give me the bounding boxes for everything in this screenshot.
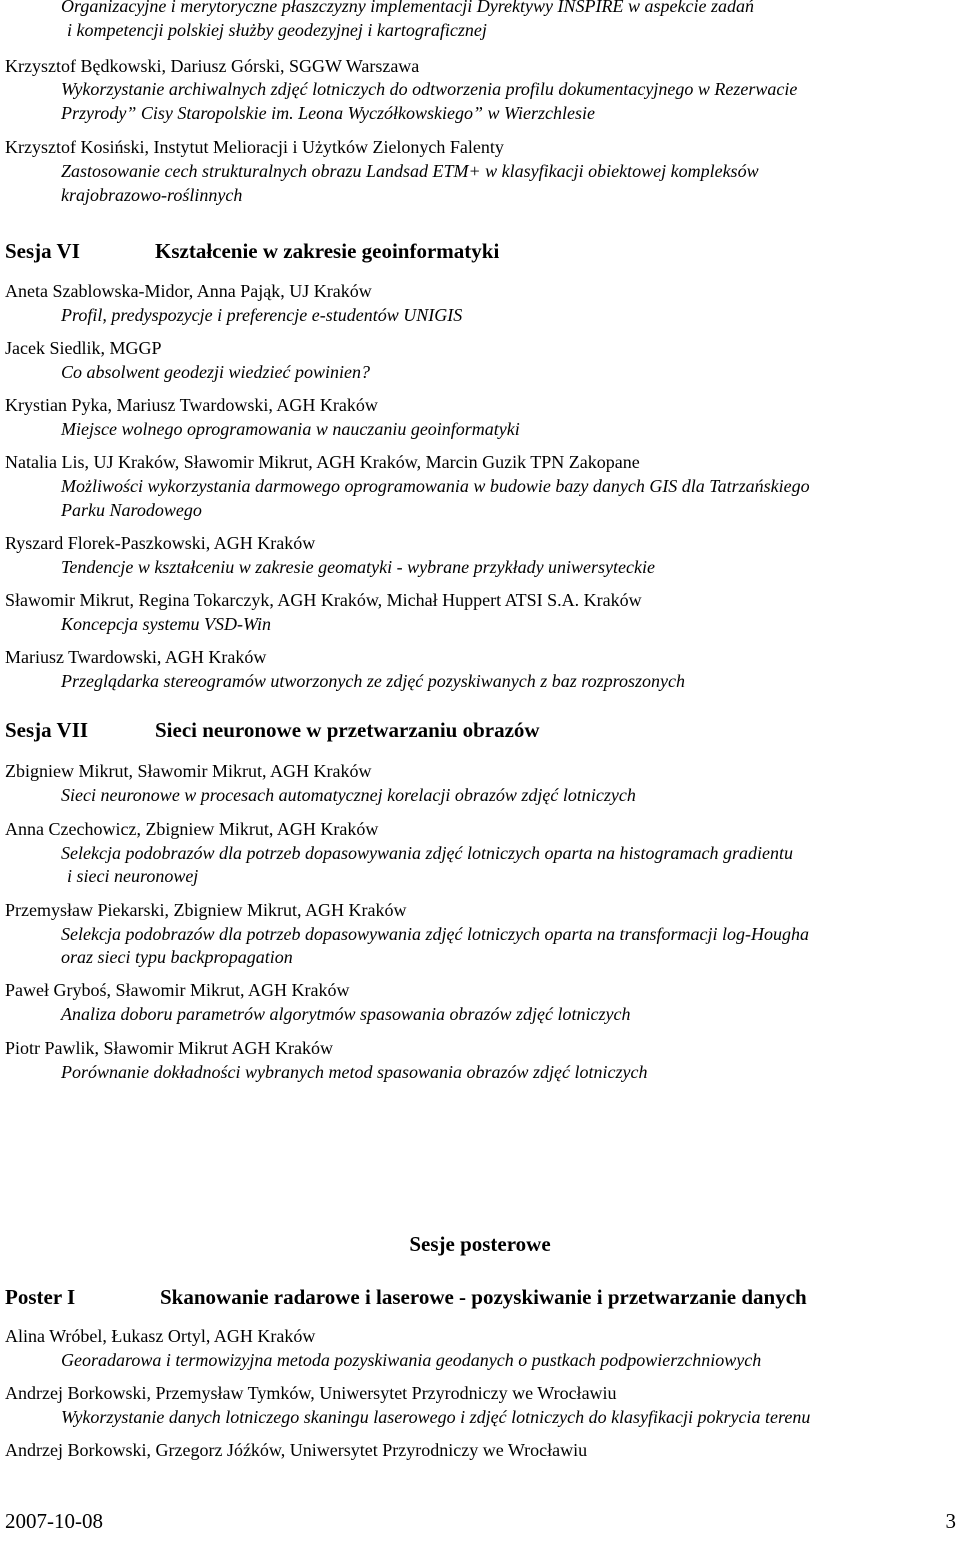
author-line: Piotr Pawlik, Sławomir Mikrut AGH Kraków (5, 1038, 333, 1058)
page-number: 3 (945, 1509, 956, 1533)
author-line: Paweł Gryboś, Sławomir Mikrut, AGH Kraków (5, 980, 350, 1000)
paper-title: Wykorzystanie archiwalnych zdjęć lotniczych do odtworzenia profilu dokumentacyjnego w Rezerwacie (61, 79, 798, 99)
author-line: Anna Czechowicz, Zbigniew Mikrut, AGH Kraków (5, 819, 379, 839)
paper-title: Zastosowanie cech strukturalnych obrazu Landsad ETM+ w klasyfikacji obiektowej kompleksów (61, 161, 759, 181)
author-line: Krzysztof Będkowski, Dariusz Górski, SGGW Warszawa (5, 56, 420, 76)
author-line: Ryszard Florek-Paszkowski, AGH Kraków (5, 533, 316, 553)
paper-title: Selekcja podobrazów dla potrzeb dopasowywania zdjęć lotniczych oparta na histogramach gradientu (61, 843, 793, 863)
paper-title: oraz sieci typu backpropagation (61, 947, 293, 967)
session-label: Sesja VI (5, 239, 80, 263)
author-line: Przemysław Piekarski, Zbigniew Mikrut, AGH Kraków (5, 900, 407, 920)
author-line: Mariusz Twardowski, AGH Kraków (5, 647, 267, 667)
paper-title: Wykorzystanie danych lotniczego skaningu laserowego i zdjęć lotniczych do klasyfikacji pokrycia terenu (61, 1407, 811, 1427)
author-line: Zbigniew Mikrut, Sławomir Mikrut, AGH Kraków (5, 761, 372, 781)
paper-title: Przeglądarka stereogramów utworzonych ze zdjęć pozyskiwanych z baz rozproszonych (61, 671, 685, 691)
paper-title: Tendencje w kształceniu w zakresie geomatyki - wybrane przykłady uniwersyteckie (61, 557, 656, 577)
session-title: Sieci neuronowe w przetwarzaniu obrazów (155, 718, 540, 742)
author-line: Aneta Szablowska-Midor, Anna Pająk, UJ Kraków (5, 281, 372, 301)
footer-date: 2007-10-08 (5, 1509, 103, 1533)
author-line: Krzysztof Kosiński, Instytut Melioracji i Użytków Zielonych Falenty (5, 137, 504, 157)
author-line: Sławomir Mikrut, Regina Tokarczyk, AGH Kraków, Michał Huppert ATSI S.A. Kraków (5, 590, 642, 610)
author-line: Andrzej Borkowski, Przemysław Tymków, Uniwersytet Przyrodniczy we Wrocławiu (5, 1383, 617, 1403)
session-label: Poster I (5, 1285, 76, 1309)
paper-title: krajobrazowo-roślinnych (61, 185, 243, 205)
paper-title: Przyrody” Cisy Staropolskie im. Leona Wyczółkowskiego” w Wierzchlesie (61, 103, 595, 123)
paper-title: Organizacyjne i merytoryczne płaszczyzny implementacji Dyrektywy INSPIRE w aspekcie zadań (61, 0, 754, 16)
paper-title: Parku Narodowego (61, 500, 202, 520)
section-heading: Sesje posterowe (409, 1232, 551, 1256)
session-title: Kształcenie w zakresie geoinformatyki (155, 239, 500, 263)
paper-title: Porównanie dokładności wybranych metod spasowania obrazów zdjęć lotniczych (61, 1062, 648, 1082)
paper-title: i sieci neuronowej (67, 866, 199, 886)
author-line: Jacek Siedlik, MGGP (5, 338, 162, 358)
session-label: Sesja VII (5, 718, 89, 742)
paper-title: Koncepcja systemu VSD-Win (61, 614, 271, 634)
paper-title: Sieci neuronowe w procesach automatycznej korelacji obrazów zdjęć lotniczych (61, 785, 636, 805)
paper-title: Selekcja podobrazów dla potrzeb dopasowywania zdjęć lotniczych oparta na transformacji log-Hougha (61, 924, 809, 944)
author-line: Andrzej Borkowski, Grzegorz Jóźków, Uniwersytet Przyrodniczy we Wrocławiu (5, 1440, 588, 1460)
author-line: Krystian Pyka, Mariusz Twardowski, AGH Kraków (5, 395, 378, 415)
paper-title: Profil, predyspozycje i preferencje e-studentów UNIGIS (61, 305, 463, 325)
paper-title: i kompetencji polskiej służby geodezyjnej i kartograficznej (67, 20, 487, 40)
author-line: Natalia Lis, UJ Kraków, Sławomir Mikrut, AGH Kraków, Marcin Guzik TPN Zakopane (5, 452, 640, 472)
session-title: Skanowanie radarowe i laserowe - pozyskiwanie i przetwarzanie danych (160, 1285, 807, 1309)
paper-title: Możliwości wykorzystania darmowego oprogramowania w budowie bazy danych GIS dla Tatrzańskiego (61, 476, 810, 496)
paper-title: Analiza doboru parametrów algorytmów spasowania obrazów zdjęć lotniczych (61, 1004, 631, 1024)
paper-title: Co absolwent geodezji wiedzieć powinien? (61, 362, 370, 382)
paper-title: Miejsce wolnego oprogramowania w nauczaniu geoinformatyki (61, 419, 520, 439)
author-line: Alina Wróbel, Łukasz Ortyl, AGH Kraków (5, 1326, 316, 1346)
paper-title: Georadarowa i termowizyjna metoda pozyskiwania geodanych o pustkach podpowierzchniowych (61, 1350, 762, 1370)
